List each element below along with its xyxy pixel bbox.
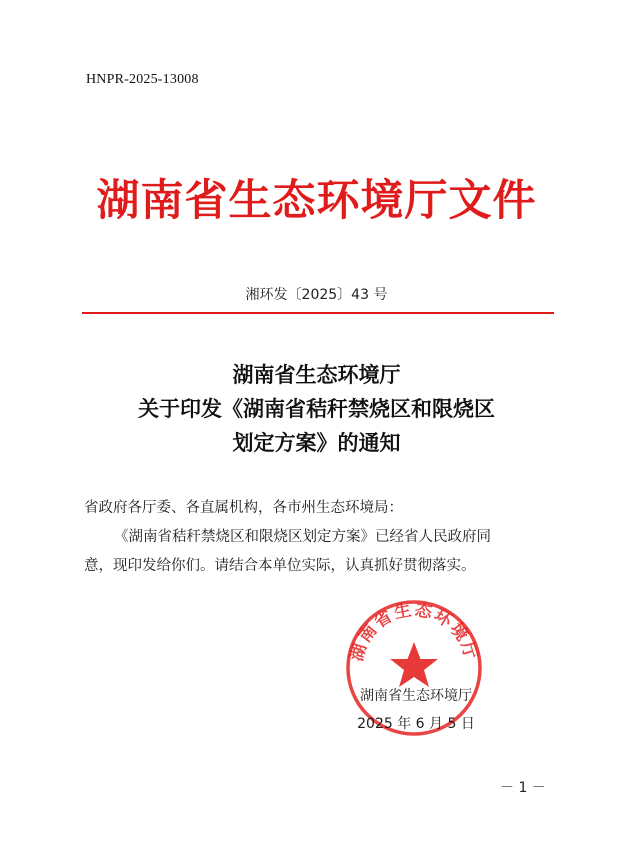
red-divider-line [82,312,554,314]
paragraph-line-1: 《湖南省秸秆禁烧区和限烧区划定方案》已经省人民政府同 [114,529,491,545]
signature-block [346,682,486,738]
signature-date: 2025 年 6 月 5 日 [357,716,475,732]
signature-issuer: 湖南省生态环境厅 [360,688,472,704]
title-line-3: 划定方案》的通知 [232,430,401,455]
seal-text: 湖南省生态环境厅 [347,600,481,664]
star-icon [390,642,438,687]
notice-title [0,358,633,460]
page-number: － 1 － [500,780,546,796]
title-line-1: 湖南省生态环境厅 [232,362,401,387]
notice-body [84,494,554,581]
paragraph-line-2: 意，现印发给你们。请结合本单位实际，认真抓好贯彻落实。 [84,558,476,574]
title-line-2: 关于印发《湖南省秸秆禁烧区和限烧区 [138,396,495,421]
masthead-title: 湖南省生态环境厅文件 [96,176,537,226]
issue-number: 湘环发〔2025〕43 号 [245,287,388,303]
salutation: 省政府各厅委、各直属机构，各市州生态环境局： [84,500,403,516]
document-number: HNPR-2025-13008 [86,72,199,87]
